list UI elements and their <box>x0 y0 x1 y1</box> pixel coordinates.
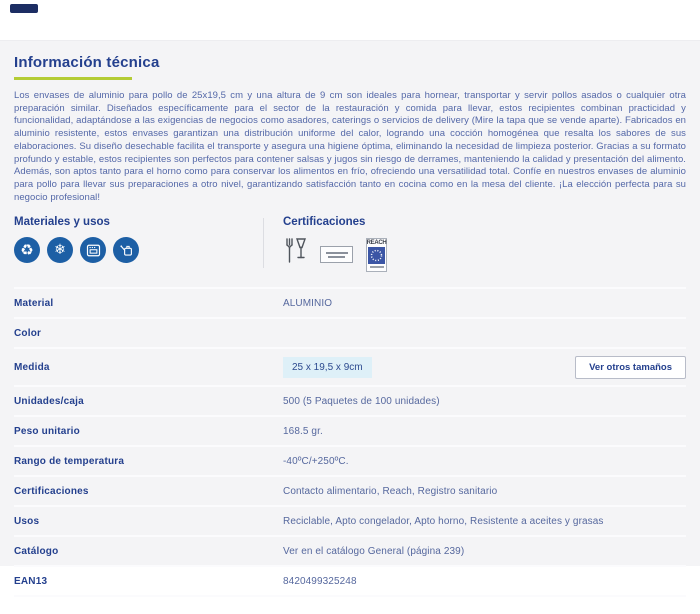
product-description: Los envases de aluminio para pollo de 25x19,5 cm y una altura de 9 cm son ideales para hornear, transportar y servir pollos asados o cualquier otra preparación similar. Diseñados específicamente para el sector de la restauración y comida para llevar, estos recipientes combinan practicidad y funcionalidad, adaptándose a las exigencias de negocios como asadores, caterings o servicios de delivery (Mire la tapa que se vende aparte). Fabricados en aluminio resistente, estos envases garantizan una distribución uniforme del calor, logrando una cocción homogénea que resalta los sabores de sus elaboraciones. Su diseño desechable facilita el transporte y asegura una higiene óptima, eliminando la necesidad de limpieza posterior. Gracias a su formato profundo y estable, estos recipientes son perfectos para contener salsas y jugos sin riesgo de derrames, manteniendo la calidad y presentación del alimento. Además, son aptos tanto para el horno como para conservar los alimentos en frío, ofreciendo una versatilidad total. Confíe en nuestros envases de aluminio para pollo para llevar sus preparaciones a otro nivel, garantizando satisfacción tanto en cocina como en la mesa del cliente. ¡La elección perfecta para su negocio profesional! <box>14 90 686 203</box>
top-left-mark <box>10 4 38 13</box>
certifications-column <box>264 216 686 272</box>
table-row-color: Color <box>14 317 686 347</box>
recyclable-icon: ♻ <box>14 237 40 263</box>
food-contact-badge <box>283 237 307 272</box>
table-row-temperatura: Rango de temperatura -40ºC/+250ºC. <box>14 445 686 475</box>
material-usage-icons <box>14 237 263 263</box>
table-row-certificaciones: Certificaciones Contacto alimentario, Reach, Registro sanitario <box>14 475 686 505</box>
specs-table <box>14 287 686 597</box>
page-title: Información técnica <box>14 54 160 71</box>
table-row-usos: Usos Reciclable, Apto congelador, Apto horno, Resistente a aceites y grasas <box>14 505 686 535</box>
table-row-medida: Medida 25 x 19,5 x 9cm Ver otros tamaños <box>14 347 686 385</box>
oven-safe-icon <box>80 237 106 263</box>
certifications-heading: Certificaciones <box>283 216 366 229</box>
view-other-sizes-button[interactable]: Ver otros tamaños <box>575 356 686 379</box>
materials-column <box>14 216 263 272</box>
title-accent-underline <box>14 77 132 80</box>
table-row-material: Material ALUMINIO <box>14 287 686 317</box>
table-row-unidades: Unidades/caja 500 (5 Paquetes de 100 unidades) <box>14 385 686 415</box>
materials-heading: Materiales y usos <box>14 216 110 229</box>
table-row-catalogo: Catálogo Ver en el catálogo General (página 239) <box>14 535 686 565</box>
materials-certifications-section <box>14 216 686 272</box>
freezer-safe-icon: ❄ <box>47 237 73 263</box>
technical-info-panel <box>0 40 700 587</box>
table-row-ean13: EAN13 8420499325248 <box>14 565 686 595</box>
selected-size-chip[interactable]: 25 x 19,5 x 9cm <box>283 357 372 378</box>
certification-badges <box>283 237 686 272</box>
grease-resistant-icon <box>113 237 139 263</box>
registro-sanitario-badge <box>320 246 353 263</box>
reach-badge: REACH <box>366 238 387 272</box>
table-row-peso: Peso unitario 168.5 gr. <box>14 415 686 445</box>
